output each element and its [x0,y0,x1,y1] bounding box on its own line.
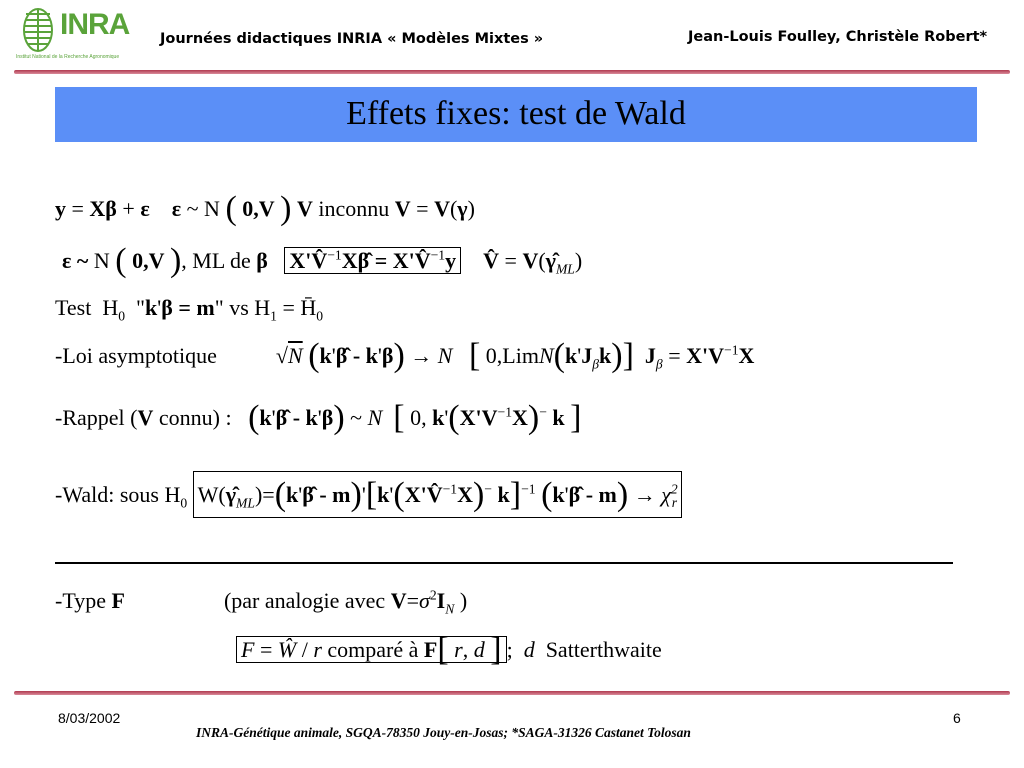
rappel-line: -Rappel (V connu) : (k'β̂ - k'β) ~ N [ 0, $k'(X'V^{-1}X)^-$ k ] [55,399,582,436]
inra-logo [16,4,132,64]
satter-text: Satterthwaite [545,637,662,662]
ml-de-text: , ML de [181,248,251,273]
header-center: Journées didactiques INRIA « Modèles Mixtes » [160,31,544,47]
type-f-text: F [111,588,125,613]
loi-text: -Loi asymptotique [55,343,217,368]
footer-affiliation: INRA-Génétique animale, SGQA-78350 Jouy-en-Josas; *SAGA-31326 Castanet Tolosan [196,725,691,740]
wald-text: -Wald: sous H [55,482,181,507]
bottom-rule [14,691,1010,695]
footer-page-number: 6 [953,710,961,726]
header-right: Jean-Louis Foulley, Christèle Robert* [688,29,988,45]
inconnu-text: inconnu [318,196,390,221]
ml-line: ε ~ N ( 0,V ), ML de β X'V̂$^{-1}$Xβ̂ = X'V̂$^{-1}$y V̂ = $V(\gammâ_{ML})$ [62,242,583,279]
test-text: Test [55,295,92,320]
connu-text: connu) : [153,405,232,430]
slide-title: Effets fixes: test de Wald [346,95,686,132]
vs-text: vs [229,295,249,320]
rappel-text: -Rappel ( [55,405,138,430]
footer-date: 8/03/2002 [58,710,121,726]
logo-text: INRA [60,8,130,41]
top-rule [14,70,1010,74]
separator-line [55,562,953,564]
type-f-line: -Type F (par analogie avec $V=\sigma^2I_N$ ) [55,587,468,617]
logo-subtitle: Institut National de la Recherche Agronomique [16,54,120,60]
asymptotic-line: -Loi asymptotique √N (k'β̂ - k'β) → N [ $0,LimN(k'J_\beta k)$] $J_\beta = X'V^{-1}X$ [55,337,755,374]
compare-text: comparé à [327,637,419,662]
model-line: y = Xβ + ε ε ~ N ( 0,V ) V inconnu V = V(γ) [55,190,475,227]
analogie-text: (par analogie avec [223,588,391,613]
title-bar [55,87,977,142]
wald-line: -Wald: sous $H_0$ $W(\gammâ_{ML})=(k'\betâ$ - m)'[k'(X'V̂$^{-1}$X)− k]$^{-1}$ (k'β̂ - $m) \to \chi^2_r$ [55,482,682,508]
type-text: -Type [55,588,112,613]
lim-text: 0,Lim [485,343,539,368]
satterthwaite-line: F = Ŵ / r comparé à F[ r, d ] ; d Satterthwaite [236,637,662,663]
hypothesis-line: Test $H_0$ "k'β = m" vs $H_1$ = $H̄_0$ [55,295,324,324]
